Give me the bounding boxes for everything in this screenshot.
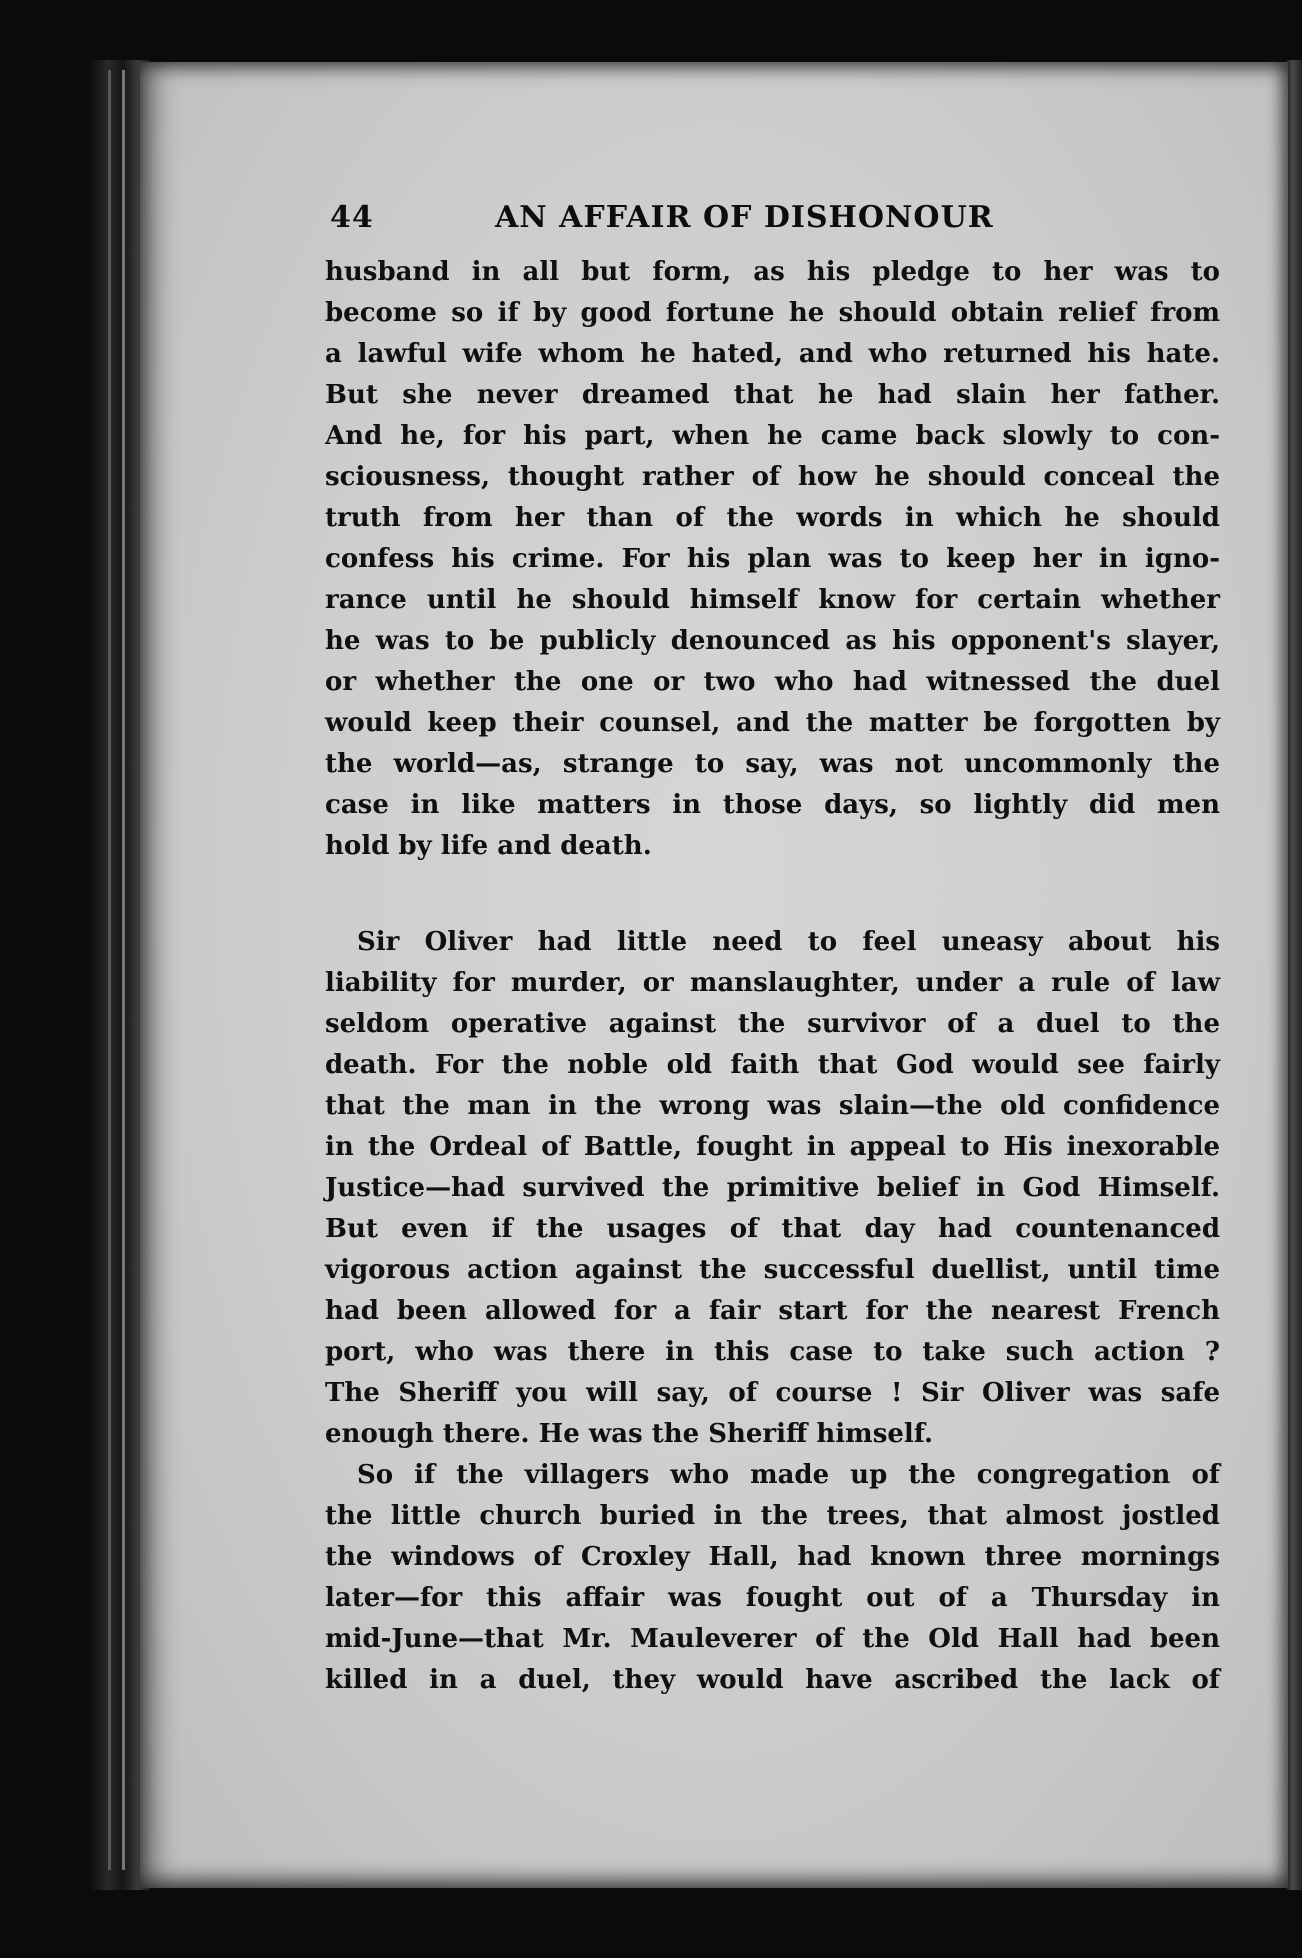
text-line: later—for this affair was fought out of a Thursday in bbox=[325, 1583, 1220, 1613]
binding-edge-line bbox=[122, 70, 125, 1870]
text-line: would keep their counsel, and the matter be forgotten by bbox=[325, 708, 1220, 738]
text-line: husband in all but form, as his pledge to her was to bbox=[325, 257, 1220, 287]
paragraph bbox=[325, 252, 1220, 867]
text-line: Justice—had survived the primitive belief in God Himself. bbox=[325, 1173, 1220, 1203]
text-line: confess his crime. For his plan was to keep her in igno- bbox=[325, 544, 1220, 574]
page-edge bbox=[1286, 60, 1302, 1890]
text-line: case in like matters in those days, so lightly did men bbox=[325, 790, 1220, 820]
text-line: the world—as, strange to say, was not uncommonly the bbox=[325, 749, 1220, 779]
text-line: a lawful wife whom he hated, and who returned his hate. bbox=[325, 339, 1220, 369]
paragraph bbox=[325, 1455, 1220, 1701]
text-line: vigorous action against the successful duellist, until time bbox=[325, 1255, 1220, 1285]
text-line: The Sheriff you will say, of course ! Sir Oliver was safe bbox=[325, 1378, 1220, 1408]
page-number: 44 bbox=[330, 200, 374, 235]
page-header bbox=[330, 200, 1220, 250]
text-line: that the man in the wrong was slain—the old confidence bbox=[325, 1091, 1220, 1121]
text-line: killed in a duel, they would have ascribed the lack of bbox=[325, 1665, 1220, 1695]
text-line: enough there. He was the Sheriff himself. bbox=[325, 1419, 934, 1449]
paragraph bbox=[325, 922, 1220, 1455]
text-line: rance until he should himself know for certain whether bbox=[325, 585, 1220, 615]
text-line: he was to be publicly denounced as his opponent's slayer, bbox=[325, 626, 1220, 656]
text-line: seldom operative against the survivor of a duel to the bbox=[325, 1009, 1220, 1039]
text-line: had been allowed for a fair start for the nearest French bbox=[325, 1296, 1220, 1326]
text-line: the windows of Croxley Hall, had known three mornings bbox=[325, 1542, 1220, 1572]
body-text bbox=[325, 252, 1220, 1701]
section-break bbox=[325, 867, 1220, 922]
text-line: But she never dreamed that he had slain her father. bbox=[325, 380, 1220, 410]
text-line: sciousness, thought rather of how he should conceal the bbox=[325, 462, 1220, 492]
text-line: hold by life and death. bbox=[325, 831, 652, 861]
text-line: in the Ordeal of Battle, fought in appeal to His inexorable bbox=[325, 1132, 1220, 1162]
text-line: the little church buried in the trees, that almost jostled bbox=[325, 1501, 1220, 1531]
text-line: or whether the one or two who had witnessed the duel bbox=[325, 667, 1220, 697]
text-line: death. For the noble old faith that God would see fairly bbox=[325, 1050, 1220, 1080]
text-line: liability for murder, or manslaughter, under a rule of law bbox=[325, 968, 1220, 998]
text-line: port, who was there in this case to take such action ? bbox=[325, 1337, 1220, 1367]
text-line: become so if by good fortune he should obtain relief from bbox=[325, 298, 1220, 328]
text-line: truth from her than of the words in which he should bbox=[325, 503, 1220, 533]
running-head: AN AFFAIR OF DISHONOUR bbox=[495, 200, 994, 235]
text-line: Sir Oliver had little need to feel uneasy about his bbox=[357, 927, 1220, 957]
binding-edge-line bbox=[108, 70, 111, 1870]
text-line: But even if the usages of that day had countenanced bbox=[325, 1214, 1220, 1244]
text-line: So if the villagers who made up the congregation of bbox=[357, 1460, 1220, 1490]
text-line: mid-June—that Mr. Mauleverer of the Old Hall had been bbox=[325, 1624, 1220, 1654]
text-line: And he, for his part, when he came back slowly to con- bbox=[325, 421, 1220, 451]
